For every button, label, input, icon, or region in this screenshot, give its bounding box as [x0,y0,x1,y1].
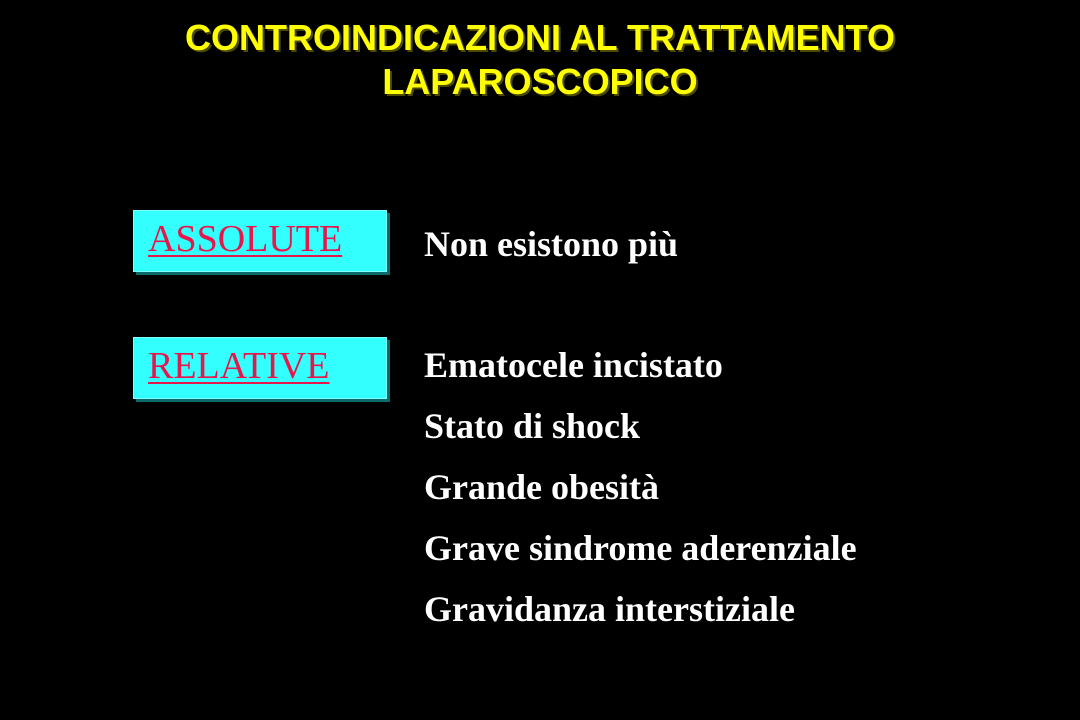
relative-tag [133,337,387,399]
slide-title-line-2: LAPAROSCOPICO [382,61,698,102]
relative-tag-label: RELATIVE [148,345,330,387]
relative-item: Grave sindrome aderenziale [424,528,857,568]
slide-title-line-1: CONTROINDICAZIONI AL TRATTAMENTO [185,17,895,58]
relative-list [424,343,857,648]
relative-item: Ematocele incistato [424,345,723,385]
assolute-tag-label: ASSOLUTE [148,218,343,260]
relative-item: Gravidanza interstiziale [424,589,795,629]
assolute-tag [133,210,387,272]
slide-title [0,16,1080,104]
relative-item: Stato di shock [424,406,641,446]
relative-item: Grande obesità [424,467,660,507]
assolute-text: Non esistono più [424,224,679,264]
